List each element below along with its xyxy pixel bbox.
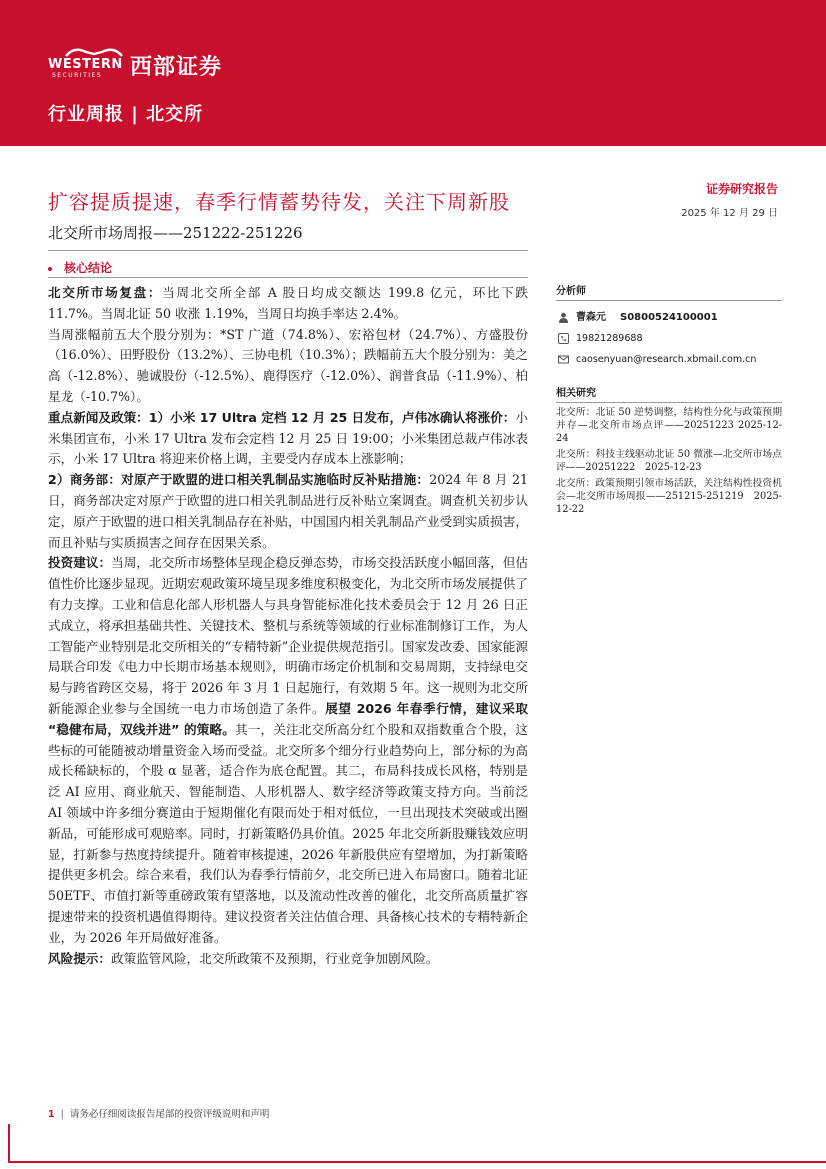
divider: [48, 250, 528, 251]
report-type: 行业周报 | 北交所: [48, 104, 204, 125]
logo-english-sub: SECURITIES: [52, 72, 103, 79]
paragraph-text: 政策监管风险，北交所政策不及预期，行业竞争加剧风险。: [110, 950, 439, 966]
paragraph-market-review: [48, 283, 528, 325]
report-subtitle: 北交所市场周报——251222-251226: [48, 224, 303, 242]
header-band: [0, 0, 826, 146]
paragraph-text: 2024 年 8 月 21 日，商务部决定对原产于欧盟的进口相关乳制品进行反补贴立案调查。调查机关初步认定，原产于欧盟的进口相关乳制品存在补贴，中国国内相关乳制品产业受到实质损害，而且补贴与实质损害之间存在因果关系。: [48, 472, 528, 550]
paragraph-investment-advice: [48, 553, 528, 948]
analyst-name-row: [556, 307, 782, 328]
paragraph-lead: 北交所市场复盘：: [48, 285, 163, 300]
paragraph-text: 其一，关注北交所高分红个股和双指数重合个股，这些标的可能随被动增量资金入场而受益。北交所多个细分行业趋势向上，部分标的为高成长稀缺标的，个股 α 显著，适合作为底仓配置。其二，布局科技成长风格，特别是泛 AI 应用、商业航天、智能制造、人形机器人、数字经济等政策支持方向。当前泛 AI 领域中许多细分赛道由于短期催化有限而处于相对低位，一旦出现技术突破或出圈新品，可能形成可观赔率。同时，打新策略仍具价值。2025 年北交所新股赚钱效应明显，打新参与热度持续提升。随着审核提速，2026 年新股供应有望增加，为打新策略提供更多机会。综合来看，我们认为春季行情前夕，北交所已进入布局窗口。随着北证 50ETF、市值打新等重磅政策有望落地，以及流动性改善的催化，北交所高质量扩容提速带来的投资机遇值得期待。建议投资者关注估值合理、具备核心技术的专精特新企业，为 2026 年开局做好准备。: [48, 721, 528, 945]
report-tag: 证券研究报告: [705, 182, 778, 196]
paragraph-lead: 2）商务部：对原产于欧盟的进口相关乳制品实施临时反补贴措施：: [48, 472, 430, 488]
paragraph-top-movers: [48, 325, 528, 408]
paragraph-lead: 风险提示：: [48, 950, 111, 966]
paragraph-risk: [48, 949, 528, 970]
corner-decoration: [8, 1124, 10, 1163]
core-conclusion-body: [48, 283, 528, 969]
paragraph-news-2: [48, 470, 528, 553]
page-number: 1: [48, 1109, 55, 1120]
analyst-email-row: [556, 349, 782, 370]
report-date: 2025 年 12 月 29 日: [681, 208, 778, 219]
paragraph-lead: 重点新闻及政策：1）小米 17 Ultra 定档 12 月 25 日发布，卢伟冰确认将涨价：: [48, 409, 516, 425]
user-icon: [558, 312, 569, 323]
paragraph-text: 当周，北交所市场整体呈现企稳反弹态势，市场交投活跃度小幅回落，但估值性价比逐步显现。近期宏观政策环境呈现多维度积极变化，为北交所市场发展提供了有力支撑。工业和信息化部人形机器人与具身智能标准化技术委员会于 12 月 26 日正式成立，将承担基础共性、关键技术、整机与系统等领域的行业标准制修订工作，为人工智能产业特别是北交所相关的“专精特新”企业提供规范指引。国家发改委、国家能源局联合印发《电力中长期市场基本规则》，明确市场定价机制和交易周期，支持绿电交易与跨省跨区交易，将于 2026 年 3 月 1 日起施行，有效期 5 年。这一规则为北交所新能源企业参与全国统一电力市场创造了条件。: [48, 555, 529, 716]
phone-icon: [558, 333, 569, 344]
paragraph-lead: 投资建议：: [48, 555, 112, 571]
analyst-license-id: S0800524100001: [620, 312, 718, 323]
bullet-icon: [48, 267, 52, 271]
related-research-item[interactable]: 北交所：政策预期引领市场活跃，关注结构性投资机会—北交所市场周报——251215-251219 2025-12-22: [556, 478, 782, 515]
company-logo: [48, 44, 258, 84]
related-research-item[interactable]: 北交所：科技主线驱动北证 50 微涨—北交所市场点评——20251222 2025-12-23: [556, 449, 782, 473]
paragraph-text: 小米集团宣布，小米 17 Ultra 发布会定档 12 月 25 日 19:00；小米集团总裁卢伟冰表示，小米 17 Ultra 将迎来价格上调，主要受内存成本上涨影响；: [48, 409, 528, 467]
paragraph-news-1: [48, 408, 528, 470]
paragraph-text: 当周涨幅前五大个股分别为：*ST 广道（74.8%）、宏裕包材（24.7%）、方盛股份（16.0%）、田野股份（13.2%）、三协电机（10.3%）；跌幅前五大个股分别为：美之高（-12.8%）、驰诚股份（-12.5%）、鹿得医疗（-12.0%）、润普食品（-11.9%）、柏星龙（-10.7%）。: [48, 326, 528, 404]
footer-separator: |: [60, 1109, 64, 1120]
paragraph-text: 当周北交所全部 A 股日均成交额达 199.8 亿元，环比下跌 11.7%。当周北证 50 收涨 1.19%，当周日均换手率达 2.4%。: [48, 285, 528, 321]
related-research-panel: [556, 384, 782, 516]
report-title: 扩容提质提速，春季行情蓄势待发，关注下周新股: [48, 190, 510, 214]
logo-english: WESTERN: [48, 57, 123, 72]
related-research-item[interactable]: 北交所：北证 50 逆势调整，结构性分化与政策预期并存—北交所市场点评——20251223 2025-12-24: [556, 407, 782, 444]
related-research-heading: 相关研究: [556, 384, 782, 403]
analyst-name: 曹森元: [576, 312, 606, 323]
analyst-phone: 19821289688: [576, 333, 643, 344]
paragraph-emphasis: 展望 2026 年春季行情，建议采取 “稳健布局，双线并进” 的策略。: [48, 700, 529, 737]
mail-icon: [558, 354, 569, 365]
analyst-panel: [556, 282, 782, 370]
analyst-email[interactable]: caosenyuan@research.xbmail.com.cn: [576, 354, 757, 365]
analyst-phone-row: [556, 328, 782, 349]
logo-chinese: 西部证券: [130, 55, 223, 80]
bottom-rule: [8, 1161, 826, 1163]
analyst-heading: 分析师: [556, 282, 782, 301]
page-footer: [48, 1106, 269, 1120]
core-heading-label: 核心结论: [64, 261, 113, 275]
divider: [48, 277, 528, 278]
footer-disclaimer: 请务必仔细阅读报告尾部的投资评级说明和声明: [69, 1109, 270, 1120]
core-conclusion-heading: [48, 259, 112, 276]
